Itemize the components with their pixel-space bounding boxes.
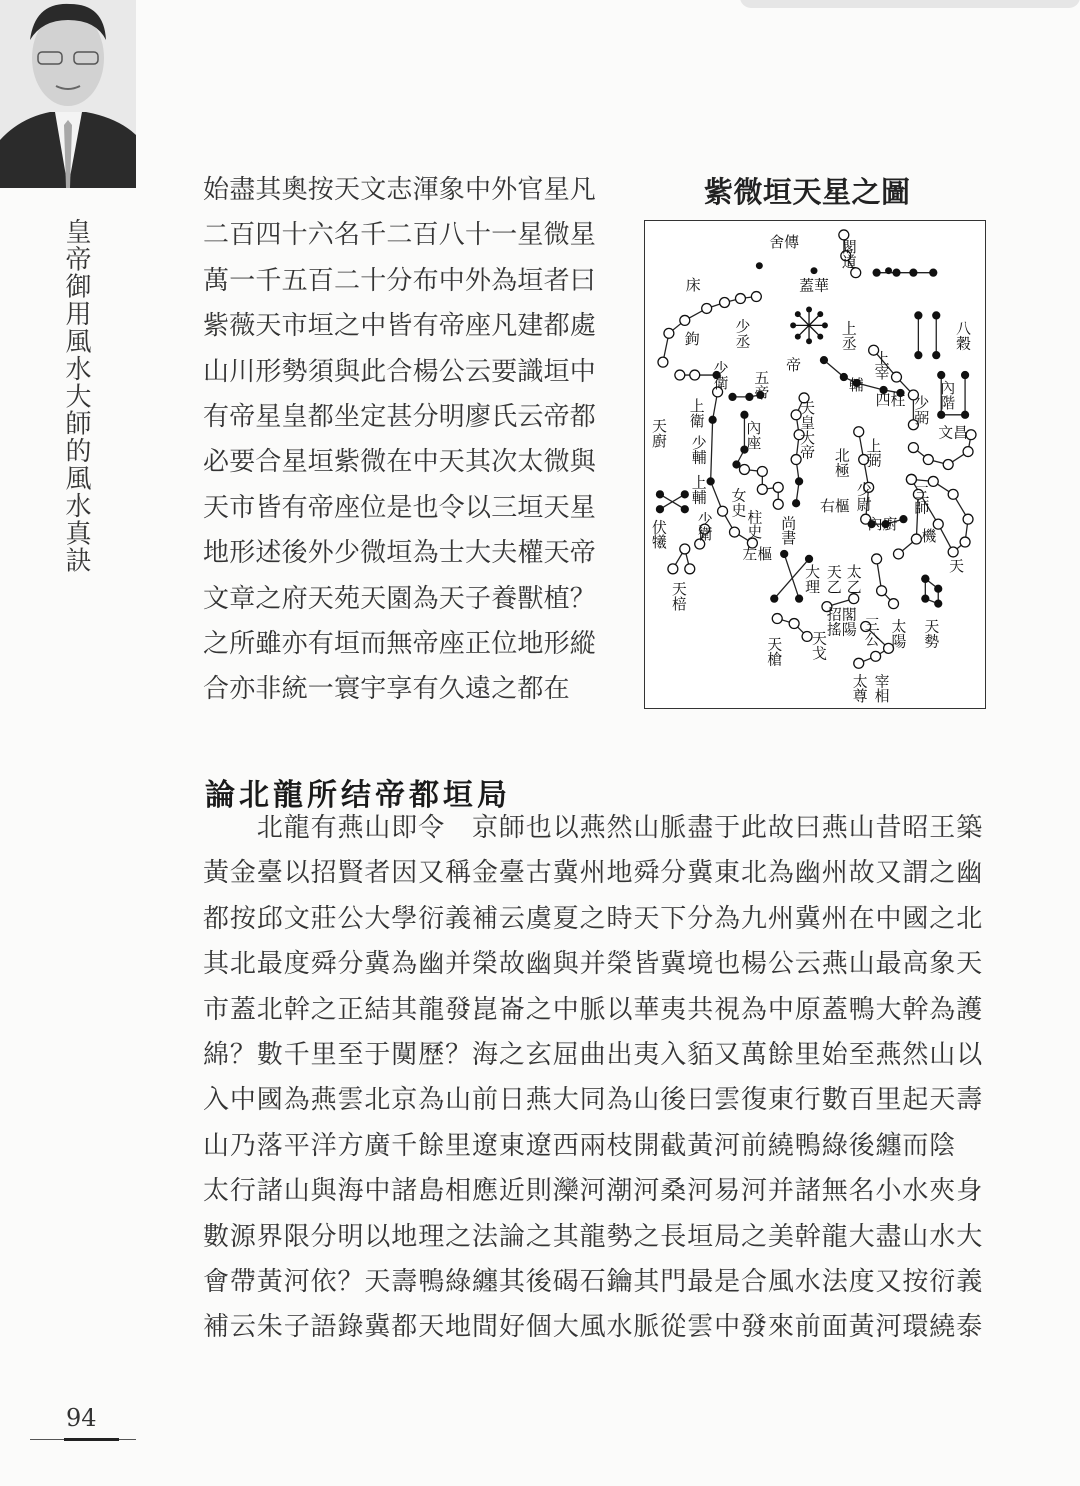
star-label: 少弼	[912, 394, 931, 425]
star-label: 招搖	[824, 606, 843, 637]
star	[739, 465, 749, 475]
star	[733, 461, 740, 468]
star	[702, 303, 712, 313]
star	[811, 267, 818, 274]
star	[751, 292, 761, 302]
star	[690, 370, 700, 380]
star-label: 少輔	[689, 434, 708, 465]
star	[658, 357, 668, 367]
star-label: 太陽	[889, 618, 908, 649]
star-label: 八穀	[954, 320, 973, 351]
star	[900, 516, 907, 523]
star	[822, 322, 828, 328]
star-label: 五帝	[752, 370, 771, 400]
star-label: 左樞	[742, 544, 773, 563]
star-label: 伏犧	[649, 519, 668, 549]
star	[781, 550, 788, 557]
star-label: 天	[949, 556, 965, 575]
star	[963, 447, 973, 457]
star	[922, 595, 929, 602]
star-label: 大理	[803, 563, 822, 594]
star	[894, 549, 904, 559]
text-line: 二百四十六名千二百八十一星微星	[203, 220, 597, 251]
footer-rule-accent	[64, 1438, 119, 1441]
star	[680, 544, 690, 554]
star	[817, 311, 823, 317]
star	[664, 328, 674, 338]
text-line: 萬一千五百二十分布中外為垣者曰	[203, 265, 597, 296]
star-label: 右樞	[819, 497, 850, 516]
star-label: 文昌	[938, 423, 969, 442]
star	[935, 585, 942, 592]
star-label: 天廚	[649, 417, 668, 448]
star-label: 天棓	[669, 580, 688, 611]
star-label: 輔	[848, 375, 864, 394]
text-line: 太行諸山與海中諸島相應近則灤河潮河桑河易河并諸無名小水夾身	[203, 1176, 984, 1207]
star	[948, 547, 958, 557]
star-label: 天勢	[922, 618, 941, 649]
star	[806, 338, 812, 344]
star	[877, 586, 887, 596]
star	[849, 594, 859, 604]
star-label: 三公	[862, 616, 881, 647]
star	[854, 658, 864, 668]
constellation-line	[784, 554, 799, 599]
star-label: 舍傳	[769, 232, 800, 251]
star	[938, 411, 945, 418]
star-label: 少尉	[854, 481, 873, 512]
star-label: 上宰	[872, 350, 891, 381]
chart-title: 紫微垣天星之圖	[704, 175, 911, 209]
star-label: 少丞	[733, 318, 752, 349]
star	[935, 600, 942, 607]
star	[906, 474, 916, 484]
star	[915, 312, 922, 319]
star	[668, 564, 678, 574]
star-label: 四柱	[875, 390, 906, 409]
star	[960, 537, 970, 547]
star	[681, 491, 688, 498]
text-line: 會帶黃河依？天壽鴨綠纏其後碣石鑰其門最是合風水法度又按衍義	[203, 1266, 984, 1297]
star	[923, 455, 933, 465]
star	[851, 268, 861, 278]
star	[793, 500, 800, 507]
star	[796, 595, 803, 602]
star	[656, 506, 663, 513]
star-label: 上衛	[687, 397, 706, 428]
star-label: 內廚	[867, 515, 898, 534]
star	[741, 411, 748, 418]
text-line: 合亦非統一寰宇享有久遠之都在	[203, 674, 570, 705]
text-line: 都按邱文莊公大學衍義補云虞夏之時天下分為九州冀州在中國之北	[203, 903, 984, 934]
text-line: 有帝星皇都坐定甚分明廖氏云帝都	[203, 401, 597, 432]
star	[772, 614, 782, 624]
star-chart-svg	[645, 221, 985, 708]
star-label: 少衛	[695, 511, 714, 542]
star	[910, 269, 917, 276]
star	[773, 482, 783, 492]
text-line: 地形述後外少微垣為士大夫權天帝	[203, 538, 597, 569]
text-line: 北龍有燕山即令 京師也以燕然山脈盡于此故曰燕山昔昭王築	[203, 813, 984, 843]
text-line: 黃金臺以招賢者因又稱金臺古冀州地舜分冀東北為幽州故又謂之幽	[203, 858, 984, 889]
star	[889, 599, 899, 609]
star	[707, 478, 714, 485]
star	[908, 443, 918, 453]
star	[820, 357, 827, 364]
star	[735, 294, 745, 304]
star	[718, 506, 728, 516]
star-label: 鉤	[684, 330, 700, 349]
star	[771, 595, 778, 602]
star-label: 上弼	[864, 437, 883, 468]
page-number: 94	[66, 1404, 97, 1432]
section-heading: 論北龍所结帝都垣局	[205, 778, 511, 813]
text-line: 山川形勢須與此合楊公云要識垣中	[203, 356, 597, 387]
text-line: 文章之府天苑天園為天子養獸植？	[203, 583, 597, 614]
star	[963, 514, 973, 524]
star	[757, 466, 767, 476]
star	[806, 306, 812, 312]
star	[789, 619, 799, 629]
text-line: 始盡其奧按天文志渾象中外官星凡	[203, 175, 597, 205]
star-label: 天皇大帝	[798, 399, 817, 460]
star	[795, 311, 801, 317]
star-label: 三師	[912, 484, 931, 515]
text-line: 補云朱子語錄冀都天地間好個大風水脈從雲中發來前面黃河環繞泰	[203, 1312, 984, 1343]
star	[893, 269, 900, 276]
star-label: 蓋華	[799, 276, 829, 295]
star-label: 內座	[744, 419, 763, 450]
star	[943, 460, 953, 470]
constellation-line	[736, 415, 744, 465]
star	[885, 267, 892, 274]
star	[922, 575, 929, 582]
star	[790, 322, 796, 328]
star-label: 尚書	[779, 515, 798, 546]
text-line: 之所雖亦有垣而無帝座正位地形縱	[203, 628, 597, 659]
star	[795, 334, 801, 340]
star	[656, 491, 663, 498]
star-label: 上輔	[689, 474, 708, 505]
star	[681, 506, 688, 513]
text-line: 天市皆有帝座位是也令以三垣天星	[203, 492, 597, 523]
star	[948, 489, 958, 499]
star-label: 宰相	[872, 673, 891, 704]
star-label: 閣道	[839, 238, 858, 269]
star	[756, 262, 763, 269]
star	[872, 554, 882, 564]
star	[817, 334, 823, 340]
star	[892, 372, 902, 382]
intro-paragraph	[203, 171, 643, 716]
star	[962, 372, 969, 379]
star	[938, 372, 945, 379]
star-label: 閣陽	[839, 606, 858, 637]
star	[709, 416, 716, 423]
star	[915, 352, 922, 359]
star	[873, 269, 880, 276]
star-label: 天槍	[765, 636, 784, 667]
star	[757, 484, 767, 494]
main-paragraph	[203, 809, 993, 1354]
star-label: 床	[683, 276, 702, 292]
star	[911, 534, 921, 544]
star	[840, 374, 847, 381]
star	[720, 298, 730, 308]
text-line: 紫薇天市垣之中皆有帝座凡建都處	[203, 311, 597, 342]
star	[871, 651, 881, 661]
star	[773, 499, 783, 509]
star	[854, 427, 864, 437]
text-line: 市蓋北幹之正結其龍發崑崙之中脈以華夷共視為中原蓋鴨大幹為護	[203, 994, 984, 1025]
star-label: 少衛	[711, 360, 730, 390]
star-label: 帝	[786, 356, 802, 375]
star-label: 北極	[832, 447, 851, 478]
star-label: 上丞	[839, 320, 858, 351]
scan-shadow	[740, 0, 1080, 8]
star	[730, 527, 740, 537]
text-line: 山乃落平洋方廣千餘里遼東遼西兩枝開截黃河前繞鴨綠後纏而陰	[203, 1130, 957, 1161]
star-label: 太乙	[844, 563, 863, 594]
star	[930, 269, 937, 276]
text-line: 入中國為燕雲北京為山前日燕大同為山後曰雲復東行數百里起天壽	[203, 1085, 984, 1116]
star	[685, 564, 695, 574]
star-chart-figure	[644, 220, 986, 709]
text-line: 綿？數千里至于闃歷？海之玄屈曲出夷入貊又萬餘里始至燕然山以	[203, 1039, 984, 1070]
star-label: 天戈	[809, 630, 828, 661]
text-line: 必要合星垣紫微在中天其次太微與	[203, 447, 597, 478]
star	[806, 555, 813, 562]
star-label: 機	[921, 527, 937, 546]
constellation-line	[877, 559, 894, 604]
star	[962, 411, 969, 418]
star	[675, 370, 685, 380]
star	[680, 315, 690, 325]
star-label: 女史	[729, 487, 748, 518]
star-label: 內階	[938, 380, 957, 410]
author-photo	[0, 0, 136, 188]
star	[729, 393, 736, 400]
star	[933, 352, 940, 359]
book-title-vertical: 皇帝御用風水大師的風水真訣	[61, 218, 91, 575]
star	[933, 312, 940, 319]
star-label: 太尊	[850, 673, 869, 704]
text-line: 其北最度舜分冀為幽并榮故幽與并榮皆冀境也楊公云燕山最高象天	[203, 949, 984, 980]
star-label: 柱史	[745, 509, 764, 540]
star	[796, 478, 803, 485]
text-line: 數源界限分明以地理之法論之其龍勢之長垣局之美幹龍大盡山水大	[203, 1221, 984, 1252]
star-label: 天乙	[824, 563, 843, 594]
